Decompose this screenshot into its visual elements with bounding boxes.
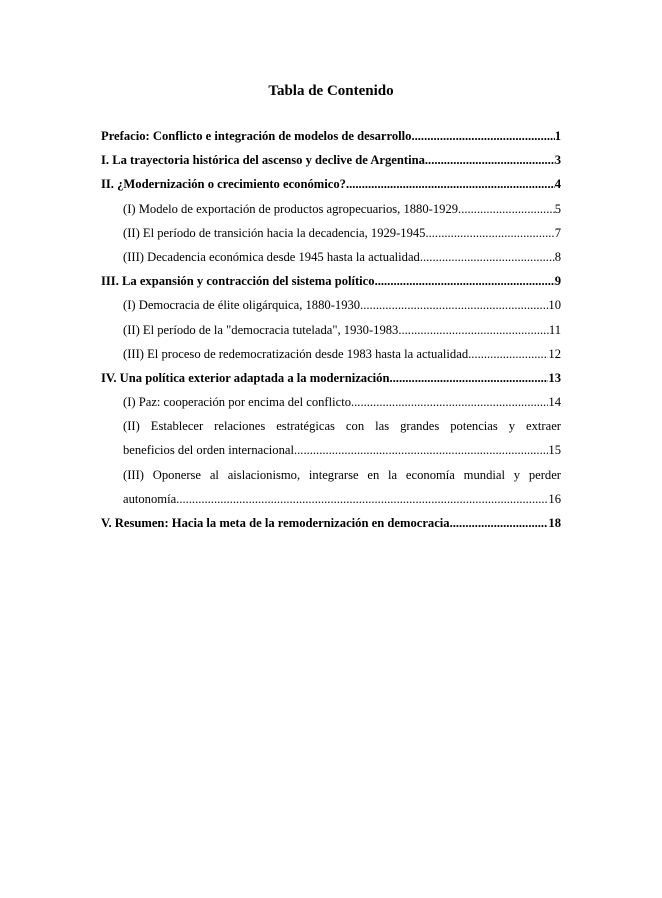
toc-entry-section-3-1[interactable] bbox=[101, 293, 561, 317]
dot-leader bbox=[375, 269, 555, 293]
toc-page-number: 13 bbox=[548, 370, 561, 385]
toc-entry-text: (I) Modelo de exportación de productos agropecuarios, 1880-1929 bbox=[123, 201, 459, 216]
toc-page-number: 5 bbox=[554, 201, 561, 216]
toc-entry-text: (II) El período de la "democracia tutelada", 1930-1983 bbox=[123, 322, 399, 337]
toc-entry-text: (I) Democracia de élite oligárquica, 1880-1930 bbox=[123, 298, 361, 313]
toc-entry-chapter-3[interactable] bbox=[101, 269, 561, 293]
dot-leader bbox=[360, 293, 548, 317]
toc-entry-text: (III) Decadencia económica desde 1945 hasta la actualidad bbox=[123, 249, 420, 264]
dot-leader bbox=[425, 148, 555, 172]
toc-page-number: 8 bbox=[554, 249, 561, 264]
toc-entry-chapter-2[interactable] bbox=[101, 172, 561, 196]
dot-leader bbox=[294, 438, 548, 462]
toc-page-number: 14 bbox=[548, 395, 561, 410]
dot-leader bbox=[458, 197, 555, 221]
dot-leader bbox=[351, 390, 548, 414]
toc-entry-text: V. Resumen: Hacia la meta de la remodernización en democracia bbox=[101, 516, 450, 530]
dot-leader bbox=[390, 366, 549, 390]
toc-entry-text: beneficios del orden internacional bbox=[123, 443, 294, 458]
toc-entry-section-4-1[interactable] bbox=[101, 390, 561, 414]
toc-entry-text: autonomía bbox=[123, 491, 177, 506]
toc-entry-section-2-3[interactable] bbox=[101, 245, 561, 269]
toc-entry-chapter-4[interactable] bbox=[101, 366, 561, 390]
toc-entry-text: IV. Una política exterior adaptada a la modernización bbox=[101, 370, 390, 385]
toc-page-number: 3 bbox=[554, 153, 561, 168]
dot-leader bbox=[468, 342, 548, 366]
toc-entry-text: (III) El proceso de redemocratización desde 1983 hasta la actualidad bbox=[123, 346, 469, 361]
toc-page-number: 9 bbox=[554, 274, 561, 289]
toc-page-number: 18 bbox=[548, 516, 561, 530]
dot-leader bbox=[398, 318, 549, 342]
toc-entry-chapter-5[interactable] bbox=[101, 511, 561, 535]
dot-leader bbox=[450, 511, 549, 535]
toc-entry-prefacio[interactable] bbox=[101, 124, 561, 148]
dot-leader bbox=[425, 221, 554, 245]
toc-entry-section-3-2[interactable] bbox=[101, 318, 561, 342]
toc-entry-text: (III) Oponerse al aislacionismo, integrarse en la economía mundial y perder bbox=[123, 467, 561, 482]
dot-leader bbox=[346, 172, 555, 196]
toc-title: Tabla de Contenido bbox=[268, 83, 394, 99]
toc-page-number: 7 bbox=[554, 225, 561, 240]
dot-leader bbox=[411, 124, 554, 148]
toc-page-number: 16 bbox=[548, 491, 561, 506]
dot-leader bbox=[176, 487, 548, 511]
toc-entry-text: (I) Paz: cooperación por encima del conflicto bbox=[123, 395, 351, 410]
toc-page-number: 11 bbox=[548, 322, 561, 337]
table-of-contents bbox=[101, 124, 561, 535]
toc-entry-section-4-2-line1[interactable] bbox=[101, 414, 561, 438]
toc-page-number: 4 bbox=[554, 177, 561, 192]
dot-leader bbox=[420, 245, 555, 269]
toc-entry-text: II. ¿Modernización o crecimiento económico? bbox=[101, 177, 346, 192]
toc-entry-section-3-3[interactable] bbox=[101, 342, 561, 366]
toc-entry-section-4-3-line1[interactable] bbox=[101, 463, 561, 487]
toc-page-number: 12 bbox=[548, 346, 561, 361]
toc-entry-text: III. La expansión y contracción del sistema político bbox=[101, 274, 375, 289]
toc-entry-section-4-3[interactable] bbox=[101, 487, 561, 511]
toc-entry-section-2-1[interactable] bbox=[101, 197, 561, 221]
toc-page-number: 1 bbox=[554, 129, 561, 143]
toc-entry-section-2-2[interactable] bbox=[101, 221, 561, 245]
toc-page-number: 10 bbox=[548, 298, 561, 313]
toc-entry-chapter-1[interactable] bbox=[101, 148, 561, 172]
toc-page-number: 15 bbox=[548, 443, 561, 458]
toc-entry-text: (II) El período de transición hacia la decadencia, 1929-1945 bbox=[123, 225, 426, 240]
toc-entry-section-4-2[interactable] bbox=[101, 438, 561, 462]
toc-entry-text: (II) Establecer relaciones estratégicas con las grandes potencias y extraer bbox=[123, 419, 561, 434]
toc-entry-text: Prefacio: Conflicto e integración de modelos de desarrollo bbox=[101, 129, 412, 143]
toc-entry-text: I. La trayectoria histórica del ascenso y declive de Argentina bbox=[101, 153, 425, 168]
